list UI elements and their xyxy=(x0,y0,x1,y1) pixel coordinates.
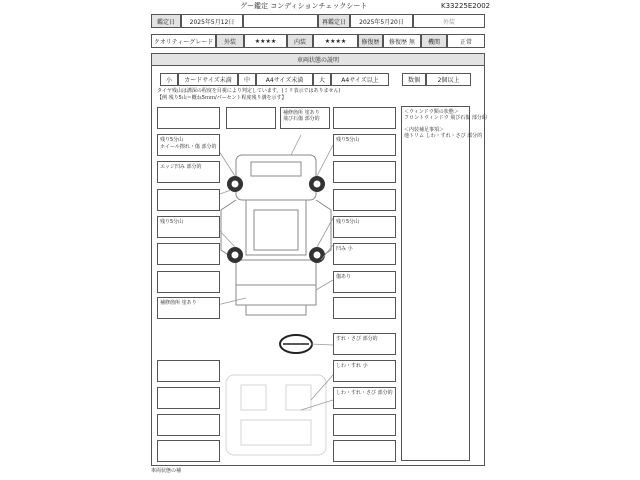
exterior-cell: 外装 xyxy=(413,14,485,28)
sheet-id: K33225E2002 xyxy=(441,2,491,10)
legend-small-desc: カードサイズ未満 xyxy=(178,73,238,86)
condition-label: 凹み 小 xyxy=(336,246,353,252)
condition-label: しわ・すれ 小 xyxy=(336,363,368,369)
legend-small: 小 xyxy=(160,73,178,86)
condition-box xyxy=(157,189,220,211)
interior-label: 内装 xyxy=(287,34,313,48)
condition-box xyxy=(157,107,220,129)
exterior-stars: ★★★★ xyxy=(244,34,287,48)
sheet-title: グー鑑定 コンディションチェックシート xyxy=(240,2,368,10)
condition-label: 残り5分山 xyxy=(160,219,184,225)
condition-box xyxy=(333,271,396,293)
condition-box xyxy=(157,271,220,293)
condition-box xyxy=(157,216,220,238)
tire-note-1: タイヤ残山は溝深の程度を目視により判定しています。(ミリ表示ではありません) xyxy=(157,88,341,94)
condition-label: 補修箇所 塗あり xyxy=(160,300,197,306)
section-title: 車両状態の説明 xyxy=(151,53,485,66)
interior-heading: ＜内装補足事項＞ xyxy=(404,127,445,133)
condition-label: 傷あり xyxy=(336,274,352,280)
condition-label: 残り5分山 xyxy=(160,137,184,143)
engine-value: 正常 xyxy=(447,34,485,48)
condition-box xyxy=(157,134,220,156)
condition-box xyxy=(157,360,220,382)
condition-box xyxy=(226,107,276,129)
legend-count: 数個 xyxy=(402,73,426,86)
condition-box xyxy=(333,189,396,211)
legend-medium-desc: A4サイズ未満 xyxy=(256,73,313,86)
appraisal-date: 2025年5月12日 xyxy=(181,14,243,28)
condition-box xyxy=(333,414,396,436)
quality-grade-label: クオリティーグレード xyxy=(151,34,216,48)
window-note: フロントウィンドウ 飛び石傷 部分的 xyxy=(404,115,487,121)
condition-label: 残り5分山 xyxy=(336,219,360,225)
window-heading: ＜ウィンドウ類の状態＞ xyxy=(404,109,459,115)
interior-note: 他トリム しわ・すれ・さび 部分的 xyxy=(404,133,483,139)
condition-label: ホイール擦れ・傷 部分的 xyxy=(160,144,217,150)
condition-box xyxy=(157,387,220,409)
condition-box xyxy=(333,243,396,265)
exterior-label: 外装 xyxy=(216,34,244,48)
legend-medium: 中 xyxy=(238,73,256,86)
condition-label: エッジ凹み 部分的 xyxy=(160,164,202,170)
footer-note: 車両状態の補 xyxy=(151,468,182,474)
condition-label: 残り5分山 xyxy=(336,137,360,143)
repair-history-value: 修復歴 無 xyxy=(383,34,421,48)
legend-large-desc: A4サイズ以上 xyxy=(331,73,389,86)
condition-box xyxy=(157,243,220,265)
condition-box xyxy=(157,297,220,319)
condition-box xyxy=(280,107,330,129)
engine-label: 機関 xyxy=(421,34,447,48)
condition-box xyxy=(157,161,220,183)
interior-stars: ★★★★ xyxy=(313,34,358,48)
condition-box xyxy=(333,360,396,382)
legend-count-desc: 2個以上 xyxy=(426,73,471,86)
condition-label: すれ・さび 部分的 xyxy=(336,336,378,342)
repair-history-label: 修復歴 xyxy=(358,34,383,48)
condition-box xyxy=(157,440,220,462)
blank-cell xyxy=(243,14,318,28)
condition-box xyxy=(333,107,396,129)
condition-label: しわ・すれ・さび 部分的 xyxy=(336,390,393,396)
reappraisal-date-label: 再鑑定日 xyxy=(318,14,350,28)
tire-note-2: 【例 残り5山＝概ね5ｍｍ/パーセント程度残り溝を示す】 xyxy=(157,95,287,101)
condition-box xyxy=(333,216,396,238)
condition-box xyxy=(333,134,396,156)
legend-large: 大 xyxy=(313,73,331,86)
condition-box xyxy=(333,333,396,355)
reappraisal-date: 2025年5月20日 xyxy=(350,14,413,28)
condition-box xyxy=(333,297,396,319)
condition-label: 補修箇所 塗あり 飛び石傷 部分的 xyxy=(283,110,320,122)
notes-panel xyxy=(401,106,470,461)
condition-box xyxy=(333,440,396,462)
condition-box xyxy=(333,161,396,183)
condition-box xyxy=(333,387,396,409)
condition-box xyxy=(157,414,220,436)
appraisal-date-label: 鑑定日 xyxy=(151,14,181,28)
